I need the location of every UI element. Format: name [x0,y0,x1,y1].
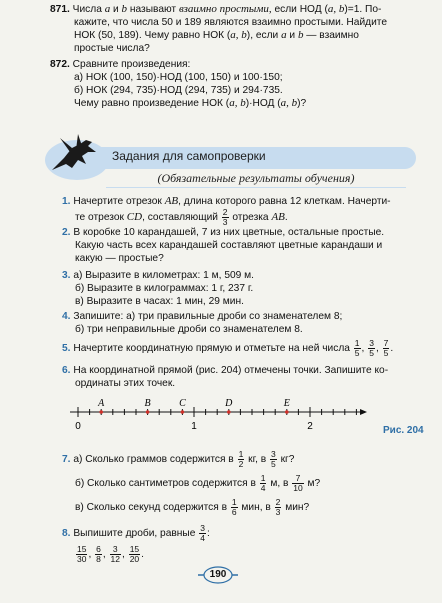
var: AB [164,195,179,207]
tick-label: 2 [307,421,313,432]
exercise-872 [50,58,430,110]
fraction-numerator: 3 [200,523,205,533]
var: a, b [327,3,345,15]
task-6 [62,364,422,390]
fraction-numerator: 15 [129,544,140,554]
text: Начертите отрезок [73,196,165,207]
point-marker [99,410,103,414]
point-marker [146,410,150,414]
text: какую — простые? [75,253,164,264]
task-number: 3. [62,270,71,281]
fraction-numerator: 7 [383,338,389,348]
point-label: A [98,398,105,409]
var: a [104,3,111,15]
var: a, b [229,97,246,109]
task-3 [62,269,422,308]
axis-arrow-icon [360,409,367,415]
text: , длина которого равна 12 клеткам. Начерти- [178,196,391,207]
fraction-option [110,545,121,564]
fraction-option [76,545,87,564]
fraction-option [129,545,140,564]
text: Числа [72,4,105,15]
fraction-numerator: 2 [275,497,281,507]
text: кажите, что числа 50 и 189 являются взаимно простыми. Найдите [74,17,387,28]
text: и [286,30,298,41]
text: отрезка [229,212,272,224]
text: Выпишите дроби, равные [73,528,196,540]
text: кг? [277,454,295,466]
fraction-denominator: 6 [231,507,237,517]
point-marker [285,410,289,414]
task-number: 5. [62,343,71,355]
coordinate-line [70,392,370,432]
text: Запишите: а) три правильные дроби со знаменателем 8; [73,311,343,322]
tick-label: 0 [75,421,81,432]
text: мин, в [238,502,271,514]
text: Сравните произведения: [72,59,191,70]
fraction-denominator: 12 [110,554,121,564]
term: взаимно простыми, [178,3,272,15]
fraction-denominator: 10 [293,483,303,493]
fraction [292,474,303,493]
fraction-denominator: 8 [96,554,101,564]
text: если НОД ( [271,4,328,15]
text: Какую часть всех карандашей составляют цветные карандаши и [75,240,383,251]
fraction-numerator: 3 [110,545,121,555]
fraction-denominator: 30 [77,554,87,564]
point-marker [227,410,231,414]
task-4 [62,310,422,336]
var: AB [271,211,285,224]
var: a, b [280,97,298,109]
fraction-denominator: 4 [260,483,266,493]
fraction-denominator: 2 [238,459,244,469]
raven-emblem-icon [42,130,112,182]
text: Начертите координатную прямую и отметьте на ней числа [73,343,350,355]
fraction [222,208,229,227]
fraction-numerator: 1 [231,497,237,507]
fraction [383,339,390,358]
text: В коробке 10 карандашей, 7 из них цветные, остальные простые. [73,227,385,238]
section-subtitle: (Обязательные результаты обучения) [106,172,406,188]
fraction [275,498,282,517]
var: CD [126,211,143,224]
task-number: 4. [62,311,71,322]
fraction-denominator: 3 [222,217,228,227]
section-title: Задания для самопроверки [112,149,266,163]
text: простые числа? [74,43,150,54]
text: — взаимно [303,30,359,41]
point-marker [181,410,185,414]
fraction-numerator: 6 [96,544,101,554]
text: )=1. По- [344,4,382,15]
text: м? [304,478,321,490]
text: б) три неправильные дроби со знаменателем 8. [75,324,303,335]
fraction-numerator: 15 [77,544,87,554]
var: a, b [230,29,247,41]
var: b [297,29,304,41]
task-number: 8. [62,528,71,540]
fraction [354,339,361,358]
var: a [281,29,287,41]
text: Чему равно произведение НОК ( [74,98,230,109]
text: б) Выразите в килограммах: 1 г, 237 г. [75,283,254,294]
task-number: 2. [62,227,71,238]
fraction [238,450,245,469]
fraction-numerator: 1 [354,338,360,348]
task-number: 7. [62,454,71,466]
exercise-number: 871. [50,4,70,15]
fraction-option [95,545,102,564]
task-number: 6. [62,365,71,376]
exercise-871 [50,3,430,55]
task-number: 1. [62,196,71,207]
text: : [206,528,210,540]
fraction-denominator: 20 [129,554,140,564]
text: а) Выразите в километрах: 1 м, 509 м. [73,270,254,281]
figure-caption: Рис. 204 [383,425,424,436]
text: На координатной прямой (рис. 204) отмечены точки. Запишите ко- [73,365,389,376]
fraction-numerator: 1 [260,473,266,483]
exercise-number: 872. [50,59,70,70]
fraction [231,498,238,517]
text: . [284,212,288,224]
text: и [110,4,122,15]
fraction [270,450,277,469]
task-1 [62,195,422,227]
text: )? [297,98,307,109]
fraction [368,339,375,358]
text: в) Выразите в часах: 1 мин, 29 мин. [75,296,244,307]
point-label: B [144,398,151,409]
point-label: D [225,398,233,409]
text: НОК (50, 189). Чему равно НОК ( [74,30,231,41]
text: а) Сколько граммов содержится в [73,454,234,466]
fraction-denominator: 5 [369,348,374,358]
task-7 [62,450,432,522]
text: ), если [246,30,282,41]
fraction-denominator: 4 [200,533,205,543]
fraction-denominator: 5 [271,459,276,469]
point-label: E [283,398,290,409]
text: ординаты этих точек. [75,378,176,389]
fraction [199,524,206,543]
text: а) НОК (100, 150)·НОД (100, 150) и 100·150; [74,72,283,83]
text: кг, в [245,454,267,466]
fraction-numerator: 3 [271,449,276,459]
var: b [121,3,128,15]
fraction-numerator: 2 [222,207,228,217]
fraction-numerator: 1 [238,449,244,459]
fraction-denominator: 5 [354,348,360,358]
text: б) Сколько сантиметров содержится в [75,478,256,490]
point-label: C [179,398,186,409]
fraction-numerator: 7 [292,474,303,484]
fraction-denominator: 3 [275,507,281,517]
tick-label: 1 [191,421,197,432]
task-2 [62,226,422,265]
text: , составляющий [142,212,221,224]
text: б) НОК (294, 735)·НОД (294, 735) и 294·735. [74,85,283,96]
text: мин? [282,502,310,514]
page-number: 190 [209,569,227,580]
text: )·НОД ( [245,98,281,109]
text: в) Сколько секунд содержится в [75,502,227,514]
fraction-denominator: 5 [383,348,389,358]
text: называют [127,4,179,15]
task-5: 5. Начертите координатную прямую и отметьте на ней числа $\frac{1}{5}$ , $\frac{3}{5}$ , $\frac{7}{5}$ . [62,338,394,358]
fraction [260,474,267,493]
task-8: 8. Выпишите дроби, равные $\frac{3}{4}$ : $\frac{15}{30}$ , $\frac{6}{8}$ , $\frac{3}{12}$ , $\frac{15}{20}$ . [62,523,210,564]
text: те отрезок [75,212,127,224]
fraction-numerator: 3 [369,338,374,348]
text: м, в [267,478,289,490]
